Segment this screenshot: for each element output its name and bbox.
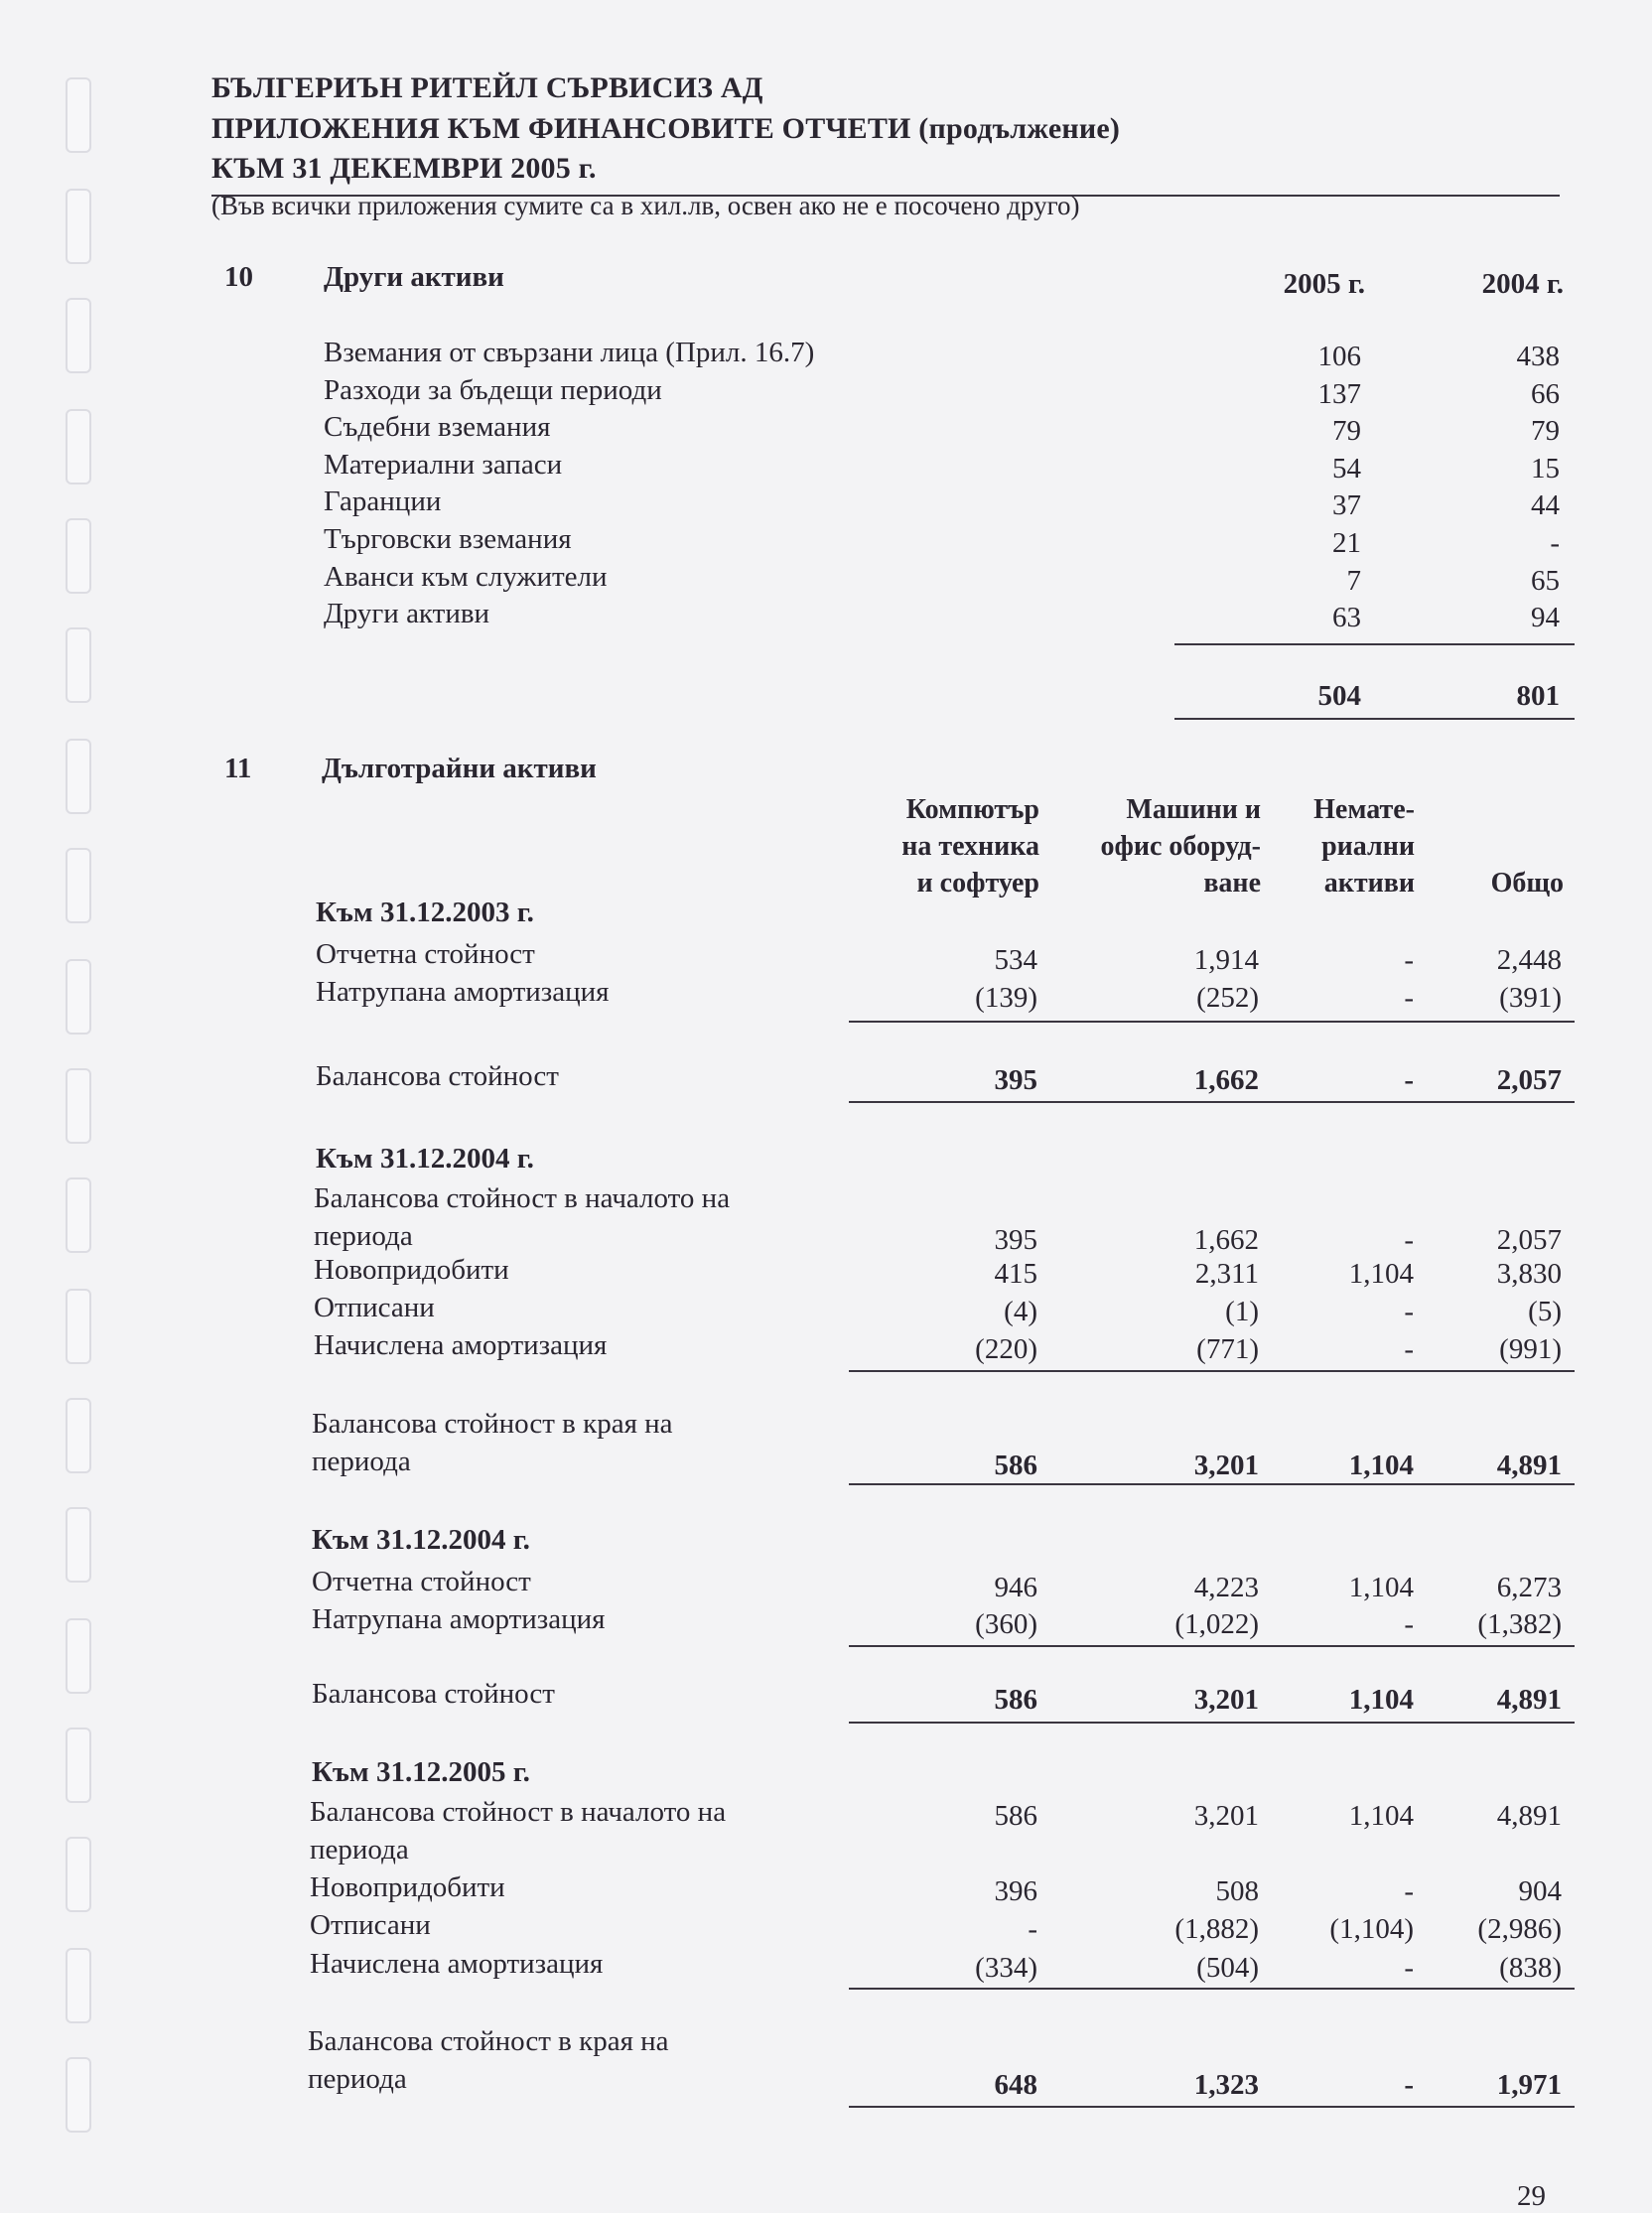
punch-hole	[66, 1728, 91, 1803]
total-rule	[849, 1722, 1575, 1724]
row-2004-depr-col1: (360)	[975, 1608, 1037, 1640]
row-2004-depr-col3: -	[1404, 1608, 1414, 1640]
col-header-line: ване	[1203, 868, 1261, 899]
row-label: Балансова стойност в началото на	[314, 1182, 731, 1214]
row-2004m-opening-col3: -	[1404, 1224, 1414, 1256]
row-2005-1-col2: 508	[1215, 1875, 1259, 1907]
row-2003-depr-col1: (139)	[975, 982, 1037, 1014]
punch-hole	[66, 77, 91, 153]
row-label: Балансова стойност в началото на	[310, 1796, 727, 1828]
row-label: Натрупана амортизация	[316, 976, 610, 1008]
punch-hole	[66, 848, 91, 923]
row-2003-net-col4: 2,057	[1496, 1064, 1562, 1096]
report-date: КЪМ 31 ДЕКЕМВРИ 2005 г.	[211, 152, 597, 185]
row-label: Новопридобити	[314, 1254, 509, 1286]
col-header-line: Немате-	[1313, 794, 1415, 825]
total-rule	[849, 2106, 1575, 2108]
col-header-line: активи	[1323, 868, 1415, 899]
line-item-2004: 15	[1531, 452, 1560, 484]
line-item-label: Материални запаси	[324, 448, 563, 481]
row-2005-1-col4: 904	[1518, 1875, 1562, 1907]
row-2004m-3-col1: (220)	[975, 1333, 1037, 1365]
row-label: Балансова стойност	[312, 1678, 555, 1710]
row-label: Натрупана амортизация	[312, 1603, 606, 1635]
line-item-2004: -	[1550, 527, 1560, 559]
row-2004m-closing-col1: 586	[994, 1450, 1037, 1481]
line-item-2005: 21	[1332, 527, 1361, 559]
row-2003-net-col2: 1,662	[1193, 1064, 1259, 1096]
punch-hole	[66, 1398, 91, 1473]
row-label: Отписани	[310, 1909, 431, 1941]
col-header-line: на техника	[901, 831, 1039, 862]
row-2004m-opening-col2: 1,662	[1193, 1224, 1259, 1256]
row-label: Отчетна стойност	[312, 1566, 531, 1597]
row-2005-opening-col4: 4,891	[1496, 1800, 1562, 1832]
punch-hole	[66, 1068, 91, 1144]
row-2005-opening-col3: 1,104	[1348, 1800, 1414, 1832]
punch-hole	[66, 298, 91, 373]
row-label: Новопридобити	[310, 1871, 505, 1903]
line-item-2005: 63	[1332, 602, 1361, 634]
row-2003-cost-col3: -	[1404, 944, 1414, 976]
subtotal-rule	[849, 1988, 1575, 1990]
row-2004-net-col1: 586	[994, 1684, 1037, 1716]
section-10-number: 10	[224, 261, 253, 293]
row-2004m-2-col2: (1)	[1225, 1296, 1259, 1327]
line-item-label: Разходи за бъдещи периоди	[324, 373, 662, 406]
page-number: 29	[1517, 2180, 1546, 2212]
punch-hole	[66, 959, 91, 1035]
row-2004m-closing-col3: 1,104	[1348, 1450, 1414, 1481]
punch-hole	[66, 409, 91, 484]
row-2004m-3-col2: (771)	[1196, 1333, 1259, 1365]
row-2005-2-col3: (1,104)	[1329, 1913, 1414, 1945]
currency-note: (Във всички приложения сумите са в хил.лв, освен ако не е посочено друго)	[211, 191, 1080, 220]
line-item-2004: 66	[1531, 377, 1560, 410]
row-2004m-1-col4: 3,830	[1496, 1258, 1562, 1290]
section-11-title: Дълготрайни активи	[322, 753, 597, 784]
block-heading-2003: Към 31.12.2003 г.	[316, 897, 534, 928]
col-header-line: риални	[1321, 831, 1415, 862]
section-10-subtotal-rule	[1174, 643, 1575, 645]
row-2004-cost-col4: 6,273	[1496, 1572, 1562, 1603]
block-heading-2005: Към 31.12.2005 г.	[312, 1756, 530, 1788]
punch-hole	[66, 1618, 91, 1694]
row-2004-net-col2: 3,201	[1193, 1684, 1259, 1716]
section-10-total-2005: 504	[1317, 680, 1361, 712]
row-2004-net-col4: 4,891	[1496, 1684, 1562, 1716]
line-item-2004: 44	[1531, 489, 1560, 522]
row-2004m-1-col3: 1,104	[1348, 1258, 1414, 1290]
line-item-2004: 94	[1531, 602, 1560, 634]
row-2003-net-col3: -	[1404, 1064, 1414, 1096]
row-label: периода	[308, 2063, 407, 2095]
row-2004-depr-col2: (1,022)	[1174, 1608, 1259, 1640]
row-2005-2-col1: -	[1028, 1913, 1037, 1945]
row-2004m-1-col1: 415	[994, 1258, 1037, 1290]
row-2003-depr-col3: -	[1404, 982, 1414, 1014]
row-2004-cost-col1: 946	[994, 1572, 1037, 1603]
row-2003-cost-col2: 1,914	[1193, 944, 1259, 976]
row-2004m-closing-col2: 3,201	[1193, 1450, 1259, 1481]
row-2004m-2-col4: (5)	[1528, 1296, 1562, 1327]
row-label: Начислена амортизация	[310, 1948, 604, 1980]
row-2005-closing-col1: 648	[994, 2069, 1037, 2101]
block-heading-2004: Към 31.12.2004 г.	[312, 1524, 530, 1556]
col-header-line: Общо	[1490, 868, 1564, 899]
subtotal-rule	[849, 1021, 1575, 1023]
total-rule	[849, 1483, 1575, 1485]
punch-hole	[66, 1177, 91, 1253]
line-item-2005: 79	[1332, 415, 1361, 448]
row-2003-depr-col2: (252)	[1196, 982, 1259, 1014]
row-2004-cost-col3: 1,104	[1348, 1572, 1414, 1603]
row-2004-net-col3: 1,104	[1348, 1684, 1414, 1716]
row-2005-opening-col2: 3,201	[1193, 1800, 1259, 1832]
row-2004m-3-col4: (991)	[1499, 1333, 1562, 1365]
col-header-line: Машини и	[1126, 794, 1261, 825]
row-2004m-2-col1: (4)	[1004, 1296, 1037, 1327]
row-2005-1-col3: -	[1404, 1875, 1414, 1907]
line-item-2005: 54	[1332, 452, 1361, 484]
document-title	[211, 112, 1120, 146]
line-item-label: Аванси към служители	[324, 560, 608, 593]
row-2005-closing-col3: -	[1404, 2069, 1414, 2101]
row-label: периода	[310, 1834, 409, 1866]
row-2004-cost-col2: 4,223	[1193, 1572, 1259, 1603]
row-2004m-3-col3: -	[1404, 1333, 1414, 1365]
line-item-label: Търговски вземания	[324, 523, 572, 555]
col-header-total	[1420, 865, 1564, 901]
line-item-2004: 65	[1531, 564, 1560, 597]
row-2003-depr-col4: (391)	[1499, 982, 1562, 1014]
line-item-2005: 106	[1317, 341, 1361, 372]
row-2005-3-col4: (838)	[1499, 1952, 1562, 1984]
line-item-2005: 137	[1317, 377, 1361, 410]
section-10-total-rule	[1174, 718, 1575, 720]
row-2004-depr-col4: (1,382)	[1477, 1608, 1562, 1640]
col-2004-header: 2004 г.	[1481, 268, 1564, 300]
col-2005-header: 2005 г.	[1283, 268, 1365, 300]
title-continuation: (продължение)	[918, 112, 1121, 145]
punch-hole	[66, 739, 91, 814]
row-2005-3-col1: (334)	[975, 1952, 1037, 1984]
section-10-title: Други активи	[324, 261, 504, 293]
col-header-computers	[814, 791, 1039, 901]
row-2005-closing-col4: 1,971	[1496, 2069, 1562, 2101]
row-2003-cost-col4: 2,448	[1496, 944, 1562, 976]
row-label: Балансова стойност в края на	[312, 1408, 673, 1440]
company-name: БЪЛГЕРИЪН РИТЕЙЛ СЪРВИСИЗ АД	[211, 71, 763, 104]
row-label: Отчетна стойност	[316, 938, 535, 970]
line-item-2004: 79	[1531, 415, 1560, 448]
title-bold: ПРИЛОЖЕНИЯ КЪМ ФИНАНСОВИТЕ ОТЧЕТИ	[211, 112, 911, 145]
row-label: Отписани	[314, 1292, 435, 1323]
line-item-2004: 438	[1516, 341, 1560, 372]
row-2004m-2-col3: -	[1404, 1296, 1414, 1327]
punch-hole	[66, 627, 91, 703]
row-2005-2-col4: (2,986)	[1477, 1913, 1562, 1945]
line-item-label: Други активи	[324, 598, 490, 630]
row-2005-1-col1: 396	[994, 1875, 1037, 1907]
row-label: периода	[312, 1446, 411, 1477]
punch-hole	[66, 1289, 91, 1364]
col-header-line: и софтуер	[916, 868, 1039, 899]
row-2005-closing-col2: 1,323	[1193, 2069, 1259, 2101]
binder-punch-holes	[0, 0, 119, 2201]
punch-hole	[66, 189, 91, 264]
punch-hole	[66, 2057, 91, 2133]
punch-hole	[66, 1837, 91, 1912]
row-label: Начислена амортизация	[314, 1329, 608, 1361]
line-item-2005: 37	[1332, 489, 1361, 522]
punch-hole	[66, 518, 91, 594]
row-2005-2-col2: (1,882)	[1174, 1913, 1259, 1945]
row-2005-3-col3: -	[1404, 1952, 1414, 1984]
punch-hole	[66, 1948, 91, 2023]
col-header-machines	[1032, 791, 1261, 901]
row-2005-opening-col1: 586	[994, 1800, 1037, 1832]
row-2005-3-col2: (504)	[1196, 1952, 1259, 1984]
line-item-label: Вземания от свързани лица (Прил. 16.7)	[324, 337, 815, 368]
row-2003-net-col1: 395	[994, 1064, 1037, 1096]
line-item-label: Гаранции	[324, 485, 442, 518]
line-item-2005: 7	[1346, 564, 1361, 597]
block-heading-2004-movement: Към 31.12.2004 г.	[316, 1143, 534, 1175]
row-label: периода	[314, 1220, 413, 1252]
row-2004m-1-col2: 2,311	[1194, 1258, 1259, 1290]
col-header-line: Компютър	[905, 794, 1039, 825]
row-label: Балансова стойност в края на	[308, 2025, 669, 2057]
col-header-intangibles	[1271, 791, 1415, 901]
row-2004m-opening-col1: 395	[994, 1224, 1037, 1256]
section-11-number: 11	[224, 753, 252, 784]
punch-hole	[66, 1507, 91, 1583]
row-2004m-opening-col4: 2,057	[1496, 1224, 1562, 1256]
row-label: Балансова стойност	[316, 1060, 559, 1092]
subtotal-rule	[849, 1370, 1575, 1372]
line-item-label: Съдебни вземания	[324, 411, 551, 444]
section-10-total-2004: 801	[1516, 680, 1560, 712]
subtotal-rule	[849, 1645, 1575, 1647]
total-rule	[849, 1101, 1575, 1103]
row-2003-cost-col1: 534	[994, 944, 1037, 976]
row-2004m-closing-col4: 4,891	[1496, 1450, 1562, 1481]
col-header-line: офис оборуд-	[1100, 831, 1261, 862]
